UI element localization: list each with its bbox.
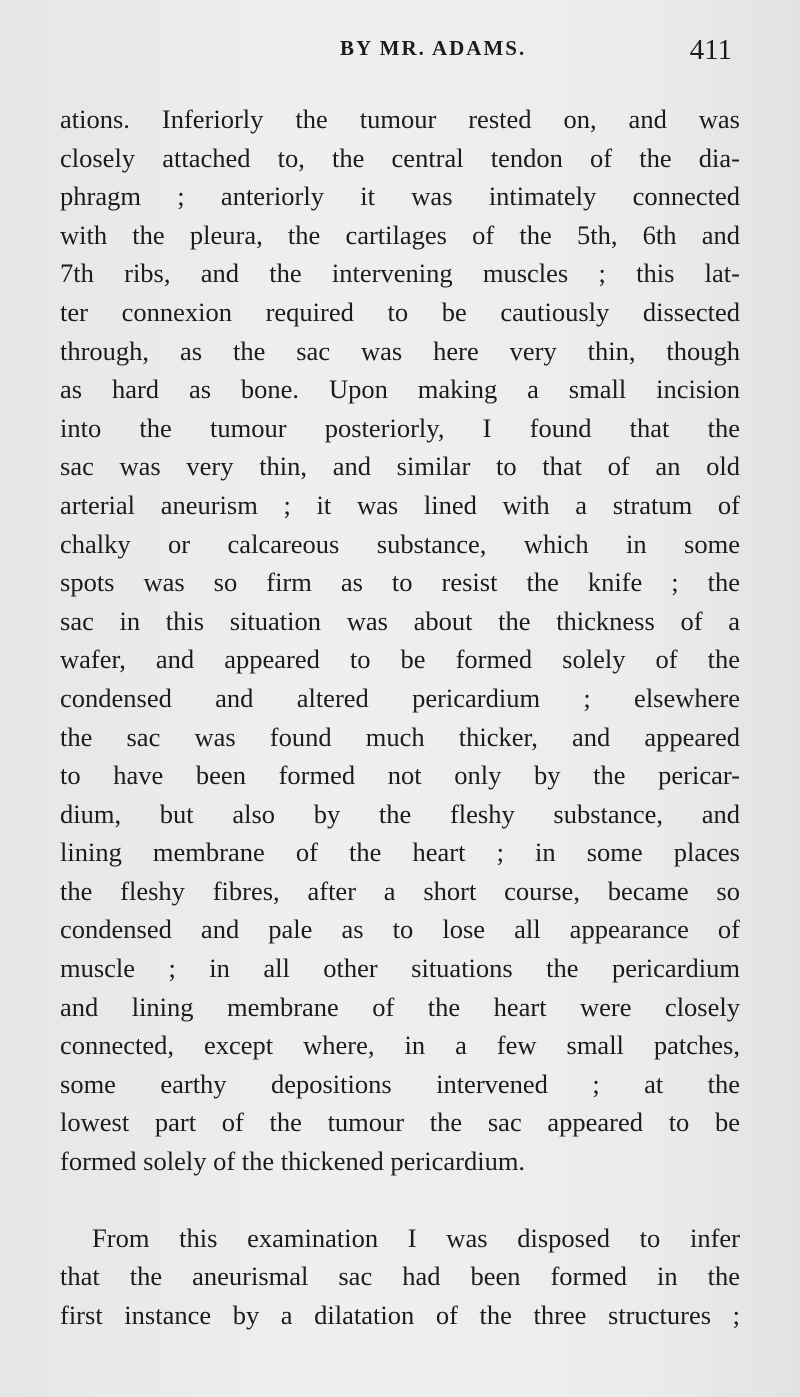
text-line: spots was so firm as to resist the knife ; the [60,567,740,598]
text-line: 7th ribs, and the intervening muscles ; this lat- [60,258,740,289]
text-line: with the pleura, the cartilages of the 5th, 6th and [60,219,740,250]
text-line: into the tumour posteriorly, I found that the [60,412,740,443]
text-line: as hard as bone. Upon making a small incision [60,374,740,405]
paragraph [60,100,740,1181]
page-number: 411 [689,34,732,66]
text-line: closely attached to, the central tendon of the dia- [60,142,740,173]
text-line: sac in this situation was about the thickness of a [60,605,740,636]
running-head [60,34,740,70]
text-line: some earthy depositions intervened ; at the [60,1068,740,1099]
text-line: sac was very thin, and similar to that of an old [60,451,740,482]
text-line: the sac was found much thicker, and appeared [60,721,740,752]
running-title: BY MR. ADAMS. [340,36,527,60]
body-text [60,100,740,1334]
text-line: condensed and altered pericardium ; elsewhere [60,682,740,713]
text-line: From this examination I was disposed to infer [92,1222,740,1253]
text-line: first instance by a dilatation of the three structures ; [60,1299,740,1330]
paragraph-gap [60,1181,740,1219]
text-line: condensed and pale as to lose all appearance of [60,914,740,945]
text-line: wafer, and appeared to be formed solely of the [60,644,740,675]
text-line: arterial aneurism ; it was lined with a stratum of [60,489,740,520]
text-line: to have been formed not only by the pericar- [60,760,740,791]
text-line: muscle ; in all other situations the pericardium [60,953,740,984]
text-line: phragm ; anteriorly it was intimately connected [60,181,740,212]
text-line: dium, but also by the fleshy substance, and [60,798,740,829]
text-line: connected, except where, in a few small patches, [60,1030,740,1061]
text-line: and lining membrane of the heart were closely [60,991,740,1022]
text-line: ations. Inferiorly the tumour rested on, and was [60,104,740,134]
text-line: through, as the sac was here very thin, though [60,335,740,366]
text-line: lining membrane of the heart ; in some places [60,837,740,868]
text-line: ter connexion required to be cautiously dissected [60,296,740,327]
text-line: lowest part of the tumour the sac appeared to be [60,1107,740,1138]
text-line: that the aneurismal sac had been formed in the [60,1261,740,1292]
text-line: chalky or calcareous substance, which in some [60,528,740,559]
paragraph [60,1219,740,1335]
text-line: the fleshy fibres, after a short course, became so [60,875,740,906]
text-line: formed solely of the thickened pericardium. [60,1146,526,1177]
